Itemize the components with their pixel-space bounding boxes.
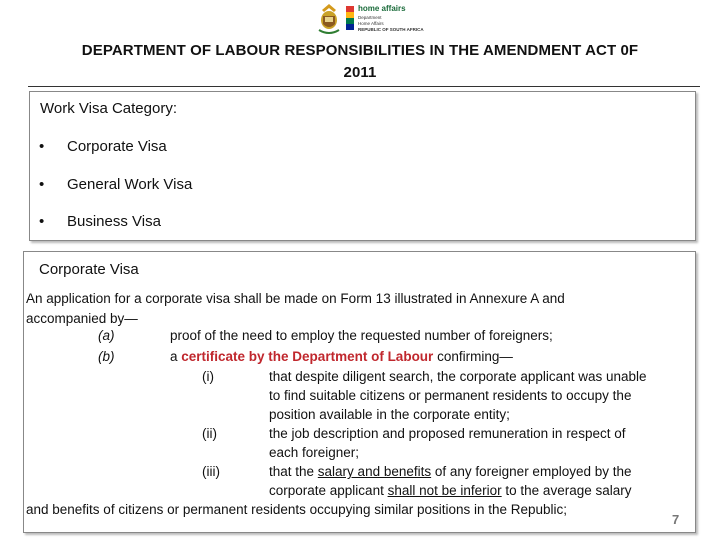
list-item-label: Business Visa (67, 213, 161, 230)
title-line-2: 2011 (343, 64, 377, 81)
subclause-text: position available in the corporate entity; (269, 407, 510, 422)
subclause-label: (ii) (202, 426, 217, 441)
bullet-icon: • (39, 213, 45, 230)
subclause-text: each foreigner; (269, 445, 360, 460)
list-item (39, 138, 339, 156)
clause-text-part: a (170, 349, 182, 364)
text-part: to the average salary (501, 483, 632, 498)
logo-line: Home Affairs (358, 21, 384, 26)
coat-of-arms-icon (316, 2, 342, 36)
clause-text-part: confirming— (433, 349, 513, 364)
subclause-text (269, 464, 632, 480)
list-item-label: Corporate Visa (67, 138, 167, 155)
text-part: of any foreigner employed by the (431, 464, 632, 479)
paragraph-line: accompanied by— (26, 311, 138, 326)
subclause-text: the job description and proposed remuneration in respect of (269, 426, 626, 441)
paragraph-line: An application for a corporate visa shall be made on Form 13 illustrated in Annexure A and (26, 291, 565, 306)
list-item (39, 213, 339, 231)
corporate-visa-box (23, 251, 696, 533)
visa-category-box (29, 91, 696, 241)
highlight-text: certificate by the Department of Labour (181, 349, 434, 364)
list-item-label: General Work Visa (67, 176, 193, 193)
subclause-text: that despite diligent search, the corporate applicant was unable (269, 369, 647, 384)
page-number: 7 (672, 512, 680, 527)
department-logo (316, 2, 426, 38)
text-part: corporate applicant (269, 483, 388, 498)
clause-label: (a) (98, 328, 115, 343)
title-line-1: DEPARTMENT OF LABOUR RESPONSIBILITIES IN THE AMENDMENT ACT 0F (81, 42, 639, 59)
subclause-text (269, 483, 631, 499)
subclause-label: (i) (202, 369, 214, 384)
flag-stripe-icon (346, 6, 354, 30)
bullet-icon: • (39, 176, 45, 193)
logo-brand: home affairs (358, 4, 406, 13)
clause-text (170, 349, 513, 365)
box-heading: Work Visa Category: (40, 100, 177, 117)
underlined-text: salary and benefits (317, 464, 432, 479)
page-title (0, 40, 720, 84)
subclause-label: (iii) (202, 464, 220, 479)
box-heading: Corporate Visa (39, 261, 139, 278)
logo-line: REPUBLIC OF SOUTH AFRICA (358, 27, 424, 32)
list-item (39, 176, 339, 194)
bullet-icon: • (39, 138, 45, 155)
clause-text: proof of the need to employ the requested number of foreigners; (170, 328, 553, 343)
logo-line: Department (358, 15, 382, 20)
title-divider (28, 86, 700, 87)
subclause-text: to find suitable citizens or permanent residents to occupy the (269, 388, 632, 403)
underlined-text: shall not be inferior (387, 483, 502, 498)
text-part: that the (269, 464, 318, 479)
clause-label: (b) (98, 349, 115, 364)
paragraph-line: and benefits of citizens or permanent residents occupying similar positions in the Republic; (26, 502, 568, 517)
